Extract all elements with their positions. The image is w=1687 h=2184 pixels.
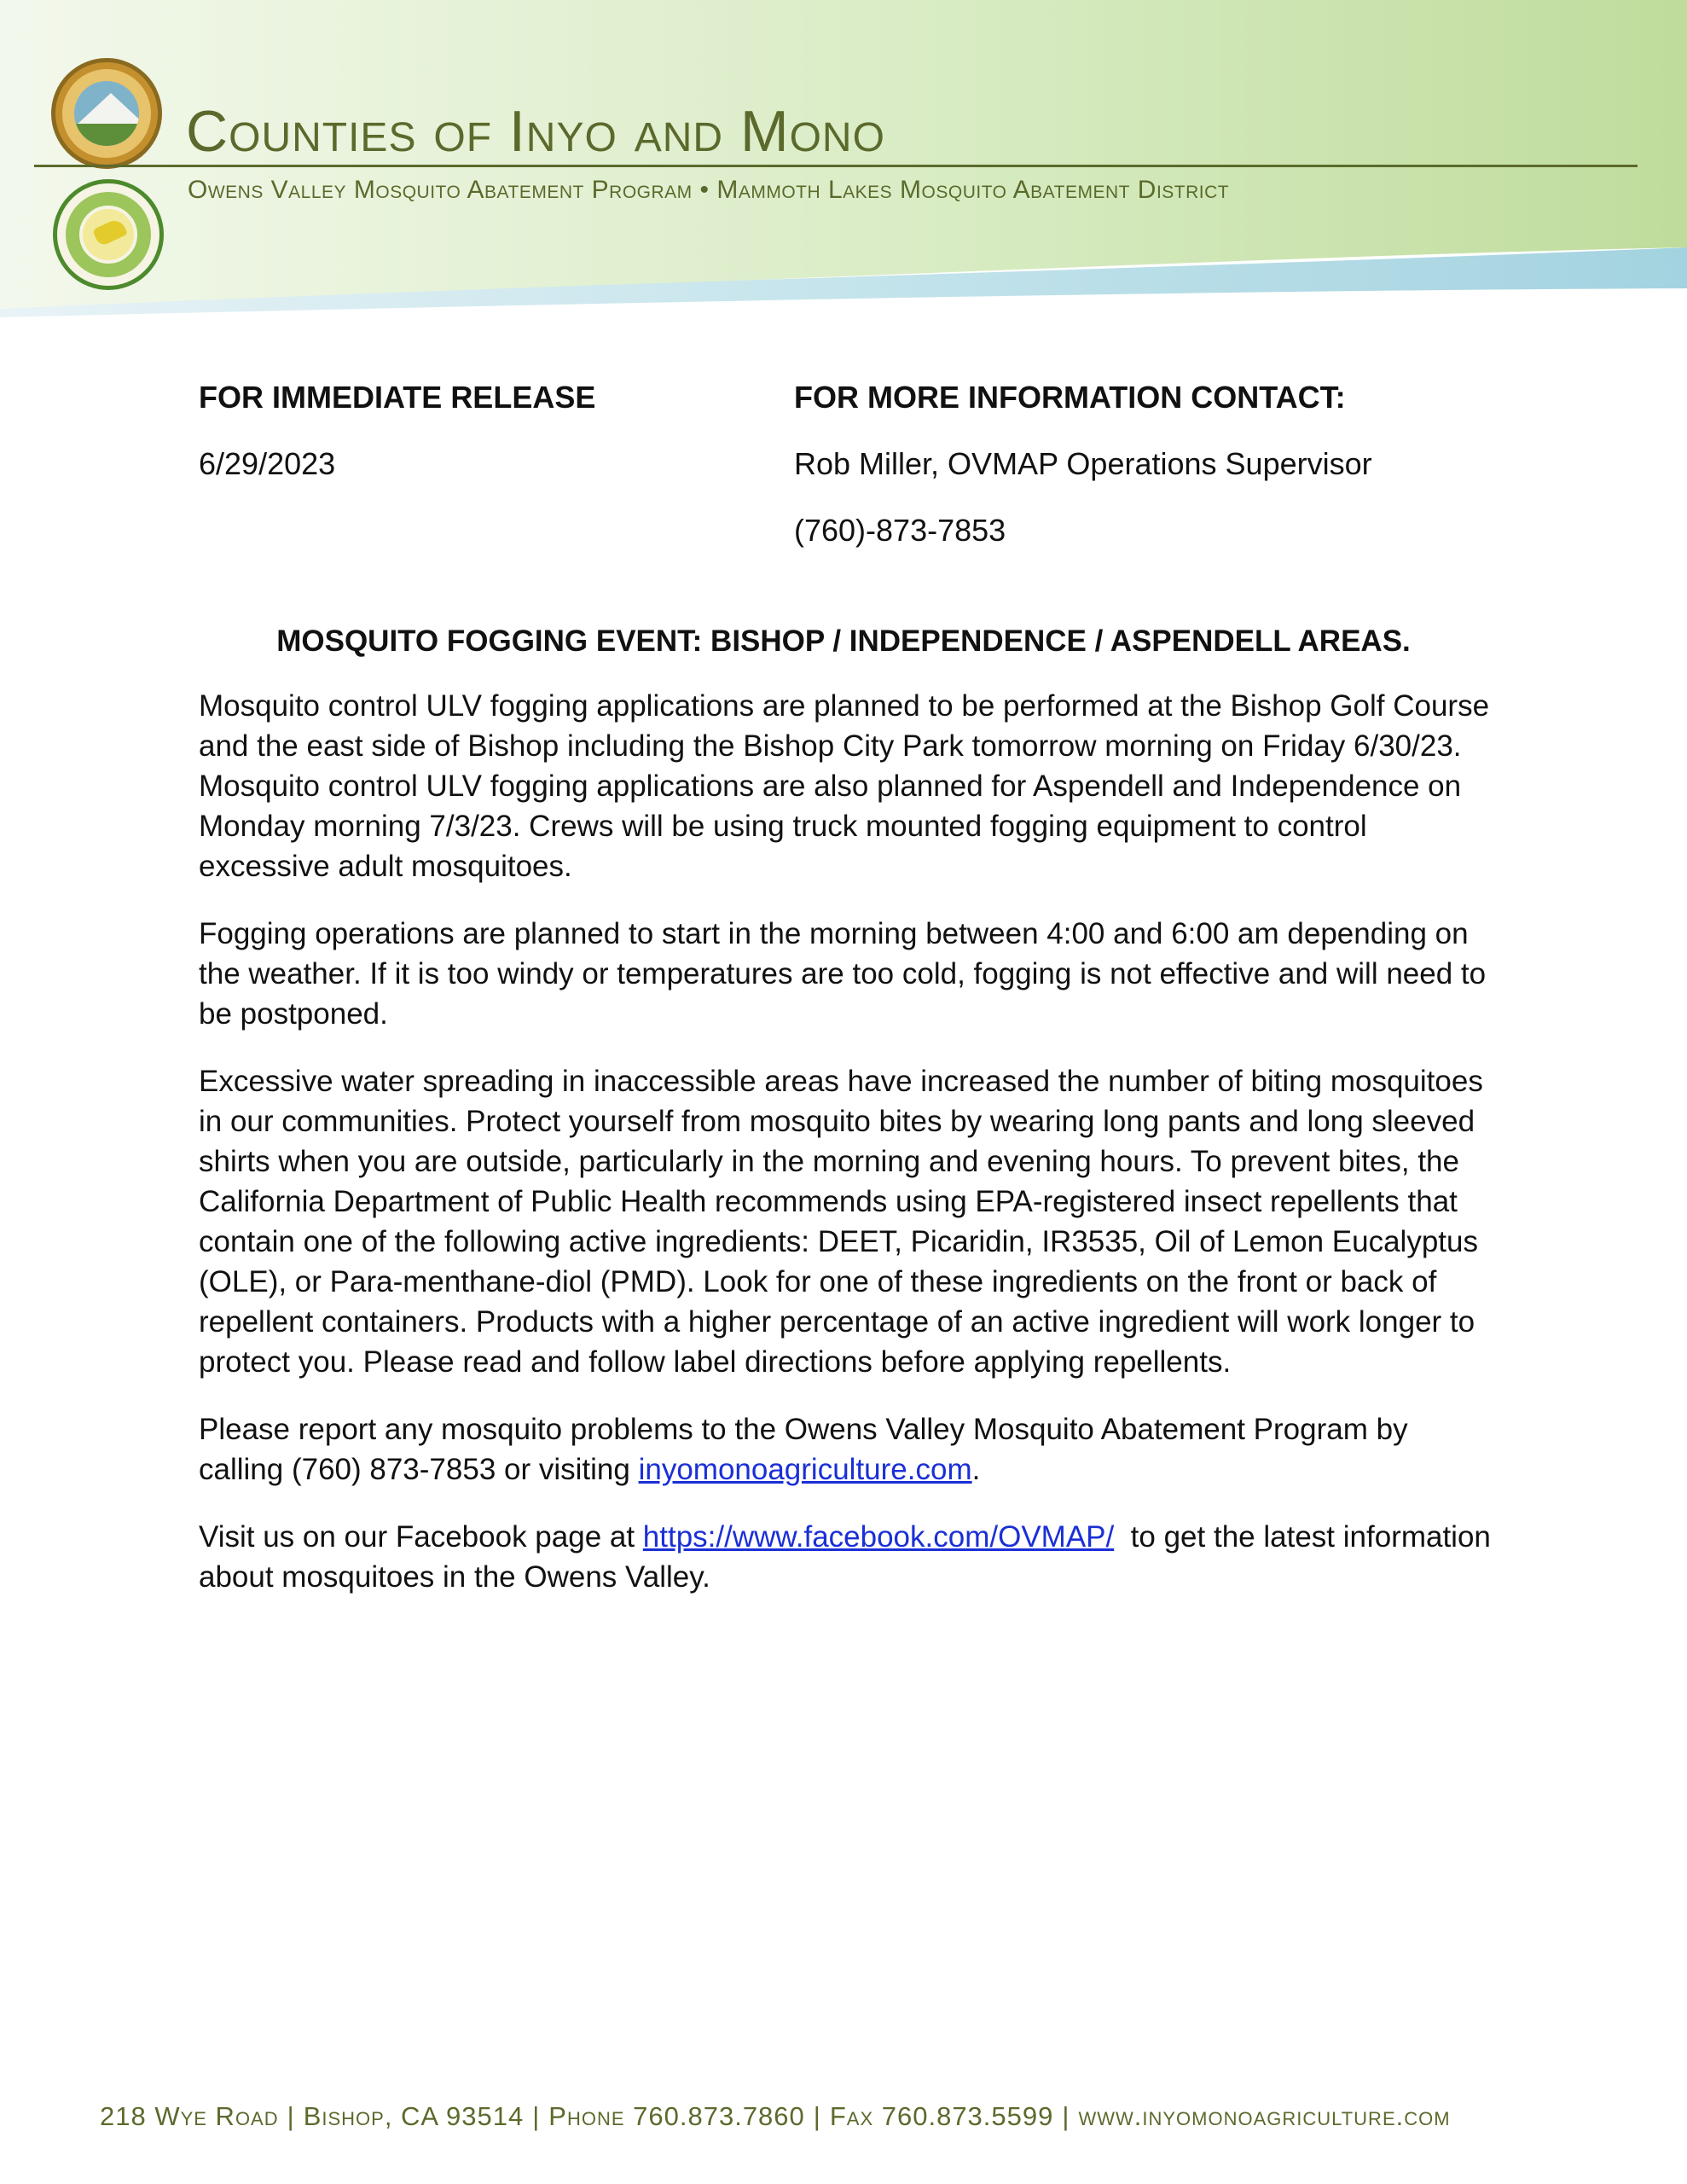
report-text: Please report any mosquito problems to the Owens Valley Mosquito Abatement Program by calling (760) 873-7853 or visiting [199,1413,1408,1486]
header-divider [34,165,1638,167]
press-release-body [199,686,1499,1624]
contact-label: FOR MORE INFORMATION CONTACT: [794,380,1346,415]
paragraph-fogging-timing: Fogging operations are planned to start in the morning between 4:00 and 6:00 am depending on the weather. If it is too windy or temperatures are too cold, fogging is not effective and will need to be postponed. [199,917,1487,1031]
footer-city: Bishop, CA 93514 [303,2101,525,2131]
facebook-link[interactable]: https://www.facebook.com/OVMAP/ [642,1520,1115,1554]
contact-column [794,375,1562,553]
mono-county-seal [53,179,164,290]
paragraph-fogging-plan: Mosquito control ULV fogging applications are planned to be performed at the Bishop Golf Course and the east side of Bishop including the Bishop City Park tomorrow morning on Friday 6/30/23. Mosquito control ULV fogging applications are also planned for Aspendell and Independence on Monday morning 7/3/23. Crews will be using truck mounted fogging equipment to control excessive adult mosquitoes. [199,689,1490,883]
footer-address: 218 Wye Road [100,2101,279,2131]
facebook-text-end: to get the latest information about mosquitoes in the Owens Valley. [199,1520,1499,1594]
programs-subtitle: Owens Valley Mosquito Abatement Program • Mammoth Lakes Mosquito Abatement District [188,176,1230,204]
event-title: MOSQUITO FOGGING EVENT: BISHOP / INDEPENDENCE / ASPENDELL AREAS. [276,624,1411,658]
paragraph-report [199,1409,1495,1490]
release-label: FOR IMMEDIATE RELEASE [199,380,596,415]
report-text-end: . [971,1453,981,1486]
facebook-text: Visit us on our Facebook page at [199,1520,643,1554]
footer-website: www.inyomonoagriculture.com [1078,2101,1451,2131]
paragraph-prevention: Excessive water spreading in inaccessible areas have increased the number of biting mosquitoes in our communities. Protect yourself from mosquito bites by wearing long pants and long sleeved shirts when you are outside, particularly in the morning and evening hours. To prevent bites, the California Department of Public Health recommends using EPA-registered insect repellents that contain one of the following active ingredients: DEET, Picaridin, IR3535, Oil of Lemon Eucalyptus (OLE), or Para-menthane-diol (PMD). Look for one of these ingredients on the front or back of repellent containers. Products with a higher percentage of an active ingredient will work longer to protect you. Please read and follow label directions before applying repellents. [199,1065,1483,1379]
contact-name: Rob Miller, OVMAP Operations Supervisor [794,446,1372,481]
footer-phone: Phone 760.873.7860 [548,2101,805,2131]
contact-phone: (760)-873-7853 [794,513,1006,548]
release-column [199,375,753,486]
footer-fax: Fax 760.873.5599 [829,2101,1054,2131]
agriculture-website-link[interactable]: inyomonoagriculture.com [638,1453,972,1486]
page-title: Counties of Inyo and Mono [186,99,885,164]
inyo-county-seal [51,58,162,169]
footer-contact: 218 Wye Road | Bishop, CA 93514 | Phone 760.873.7860 | Fax 760.873.5599 | www.inyomonoagriculture.com [100,2101,1451,2131]
paragraph-facebook [199,1517,1499,1597]
release-date: 6/29/2023 [199,446,336,481]
